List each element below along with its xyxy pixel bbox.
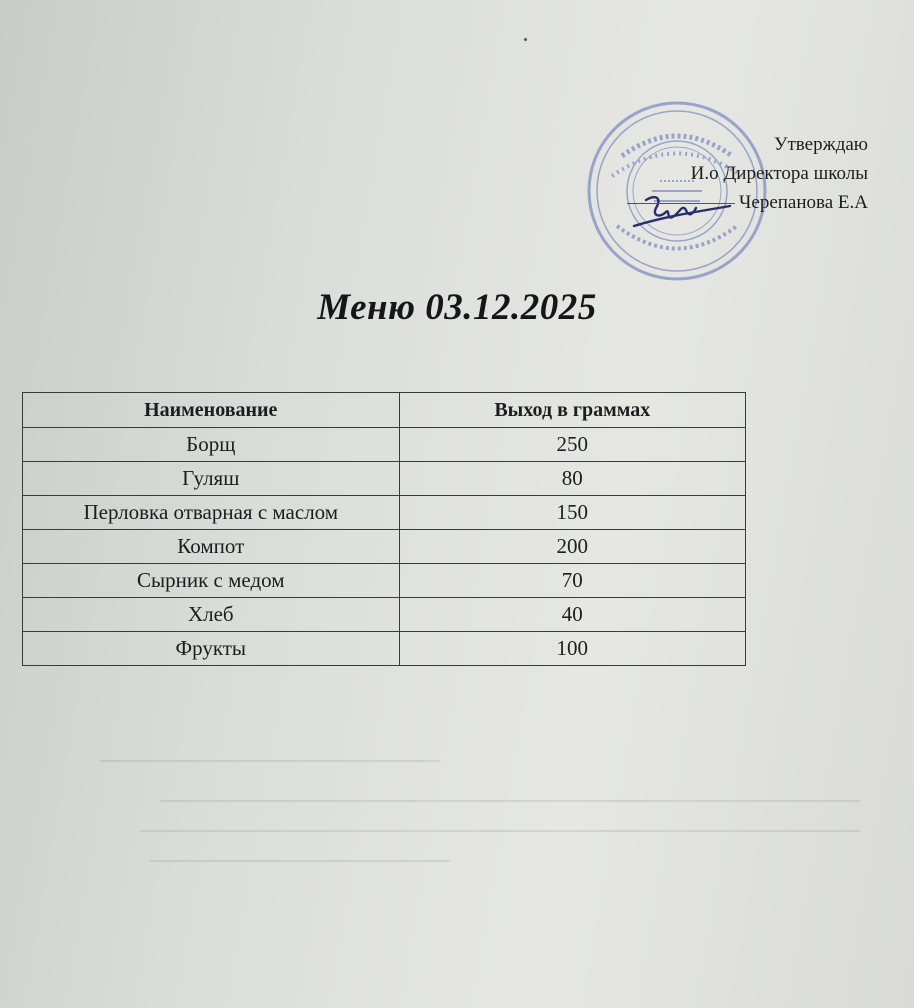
column-header-grams: Выход в граммах <box>399 393 745 428</box>
dish-name: Фрукты <box>23 632 400 666</box>
table-row <box>23 496 746 530</box>
dish-name: Перловка отварная с маслом <box>23 496 400 530</box>
approver-name-line <box>627 188 868 217</box>
dish-grams: 70 <box>399 564 745 598</box>
bleed-through-line <box>160 800 860 802</box>
table-row <box>23 462 746 496</box>
table-row <box>23 598 746 632</box>
approval-block <box>627 130 868 217</box>
table-row <box>23 428 746 462</box>
dish-name: Борщ <box>23 428 400 462</box>
paper-speck <box>524 38 527 41</box>
bleed-through-line <box>140 830 860 832</box>
column-header-name: Наименование <box>23 393 400 428</box>
table-row <box>23 530 746 564</box>
table-row <box>23 564 746 598</box>
signature-line <box>627 203 735 204</box>
dish-name: Компот <box>23 530 400 564</box>
dish-name: Гуляш <box>23 462 400 496</box>
dish-name: Сырник с медом <box>23 564 400 598</box>
dish-grams: 150 <box>399 496 745 530</box>
dish-grams: 40 <box>399 598 745 632</box>
bleed-through-line <box>150 860 450 862</box>
dish-grams: 250 <box>399 428 745 462</box>
dish-grams: 80 <box>399 462 745 496</box>
bleed-through-line <box>100 760 440 762</box>
dish-name: Хлеб <box>23 598 400 632</box>
dish-grams: 200 <box>399 530 745 564</box>
menu-table <box>22 392 746 666</box>
table-header-row <box>23 393 746 428</box>
approval-heading: Утверждаю <box>774 134 868 155</box>
approver-position: И.о Директора школы <box>690 163 868 184</box>
dish-grams: 100 <box>399 632 745 666</box>
page-title: Меню 03.12.2025 <box>317 287 597 328</box>
approver-name: Черепанова Е.А <box>739 192 868 213</box>
table-row <box>23 632 746 666</box>
